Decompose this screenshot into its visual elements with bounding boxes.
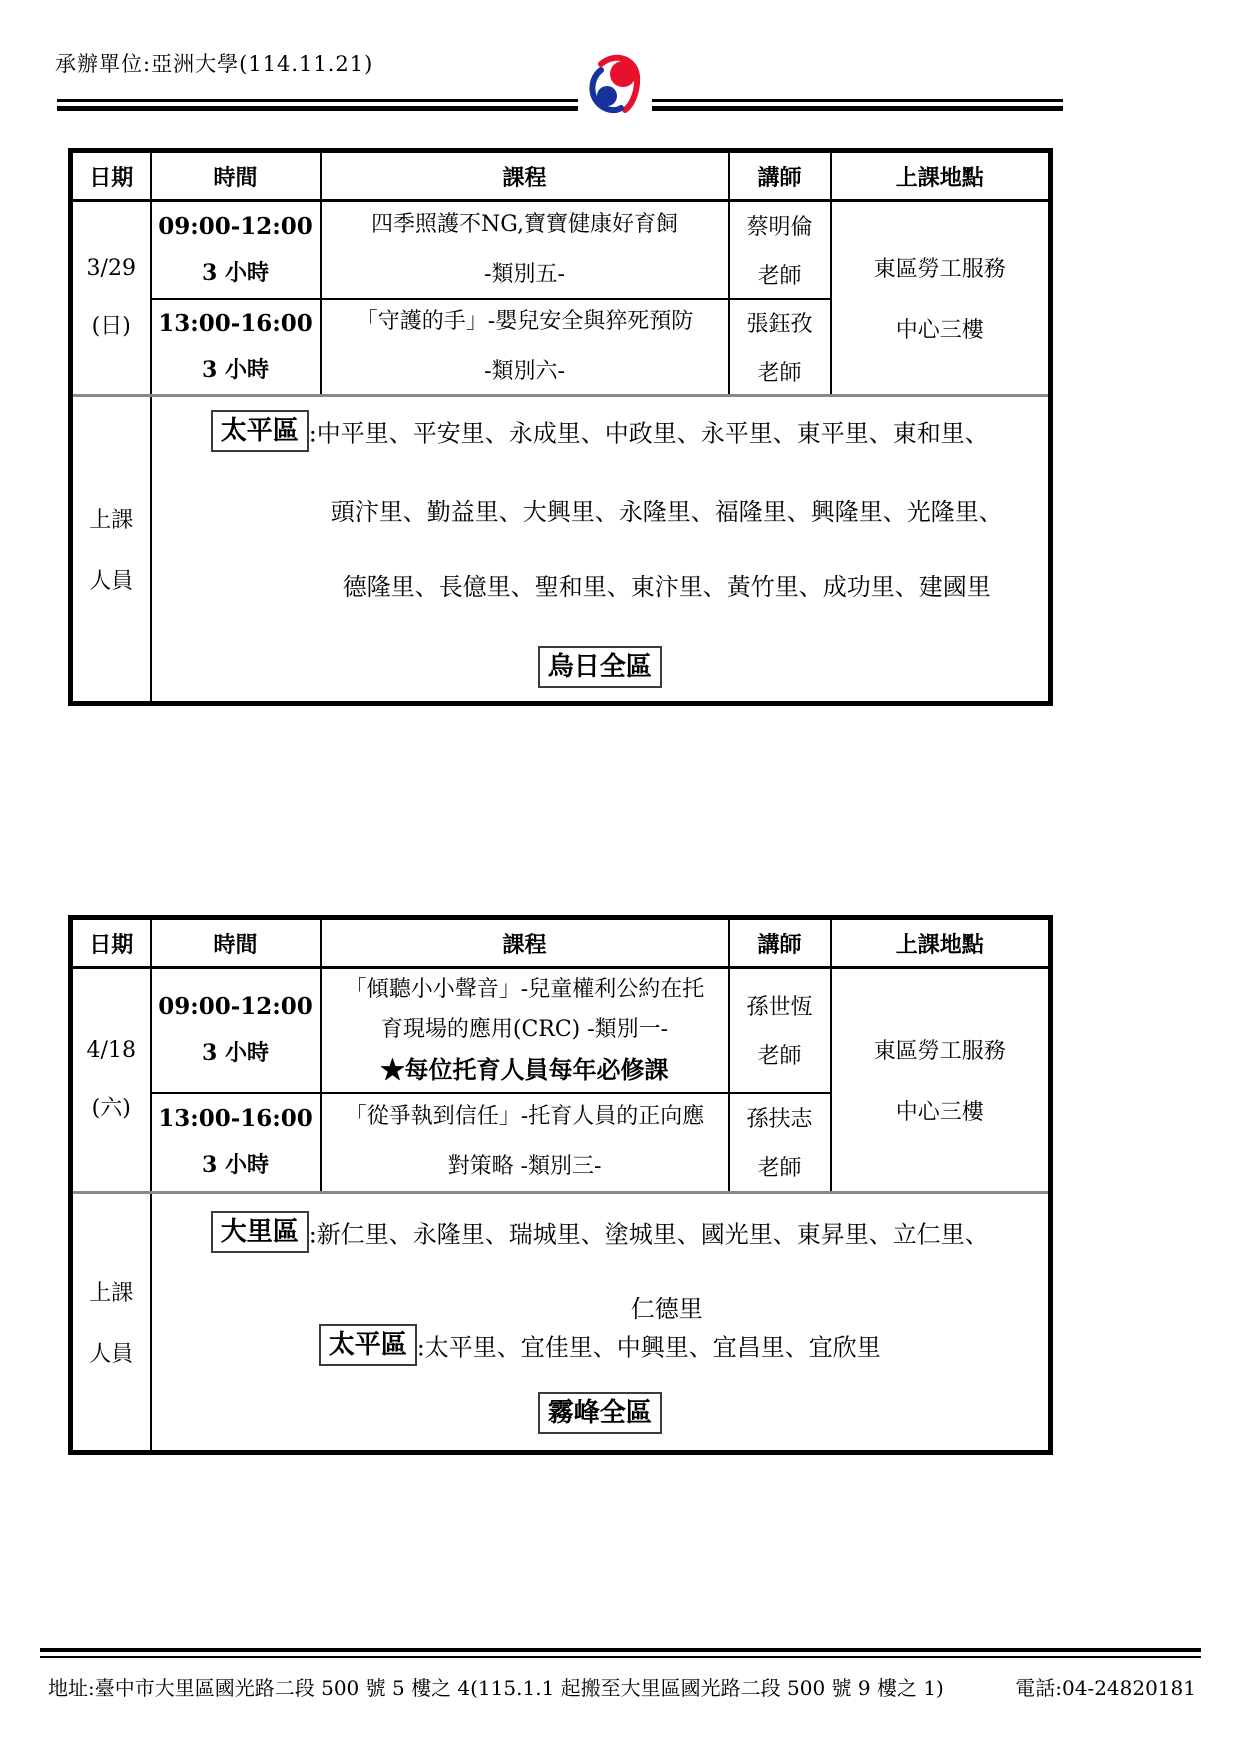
time-cell — [151, 201, 321, 299]
column-header-course: 課程 — [321, 918, 729, 968]
time-cell — [151, 299, 321, 396]
course-title: 四季照護不NG,寶寶健康好育飼 — [370, 211, 679, 237]
date-value: 4/18 — [86, 1038, 136, 1063]
venue-line-2: 中心三樓 — [895, 318, 984, 343]
course-title-cont: 育現場的應用(CRC) -類別一- — [380, 1017, 669, 1043]
course-category: -類別六- — [484, 358, 565, 384]
column-header-instructor: 講師 — [729, 918, 831, 968]
column-header-course: 課程 — [321, 151, 729, 201]
column-header-venue: 上課地點 — [831, 918, 1051, 968]
attendees-content-cell — [151, 1193, 1051, 1453]
attendees-label-line2: 人員 — [89, 569, 134, 594]
course-title: 「從爭執到信任」-托育人員的正向應 — [344, 1104, 705, 1130]
phone-text: 電話:04-24820181 — [1015, 1676, 1196, 1700]
attendees-content-cell — [151, 396, 1051, 704]
footer-divider — [40, 1648, 1201, 1658]
district-villages: 頭汴里、勤益里、大興里、永隆里、福隆里、興隆里、光隆里、 — [330, 498, 1003, 526]
date-cell — [71, 968, 151, 1193]
course-title: 「守護的手」-嬰兒安全與猝死預防 — [355, 308, 694, 334]
instructor-cell — [729, 1093, 831, 1193]
venue-line-1: 東區勞工服務 — [873, 257, 1006, 282]
duration: 3 小時 — [202, 259, 269, 286]
instructor-title: 老師 — [757, 1156, 802, 1182]
organization-logo — [578, 50, 652, 120]
district-line — [152, 1211, 1049, 1253]
date-cell — [71, 201, 151, 396]
course-row — [71, 201, 1051, 299]
venue-cell — [831, 968, 1051, 1193]
course-title: 「傾聽小小聲音」-兒童權利公約在托 — [344, 977, 705, 1003]
course-row — [71, 968, 1051, 1093]
instructor-cell — [729, 201, 831, 299]
district-line — [152, 410, 1049, 452]
course-category: -類別五- — [484, 261, 565, 287]
course-cell — [321, 968, 729, 1093]
column-header-time: 時間 — [151, 918, 321, 968]
venue-cell — [831, 201, 1051, 396]
district-badge: 烏日全區 — [538, 646, 662, 688]
attendees-label-line1: 上課 — [89, 508, 134, 533]
attendees-row — [71, 1193, 1051, 1453]
district-line — [152, 646, 1049, 688]
district-line — [152, 1324, 1049, 1366]
district-badge: 太平區 — [211, 410, 309, 452]
instructor-title: 老師 — [757, 263, 802, 289]
time-slot: 09:00-12:00 — [158, 993, 313, 1021]
duration: 3 小時 — [202, 356, 269, 383]
schedule-table-april — [68, 915, 1053, 1455]
district-villages: 仁德里 — [630, 1294, 703, 1323]
time-slot: 09:00-12:00 — [158, 212, 313, 240]
duration: 3 小時 — [202, 1040, 269, 1067]
column-header-time: 時間 — [151, 151, 321, 201]
instructor-cell — [729, 299, 831, 396]
weekday-value: (六) — [91, 1096, 131, 1121]
column-header-date: 日期 — [71, 918, 151, 968]
weekday-value: (日) — [91, 314, 131, 339]
attendees-label-line2: 人員 — [89, 1342, 134, 1367]
instructor-name: 蔡明倫 — [746, 214, 813, 240]
time-slot: 13:00-16:00 — [158, 309, 313, 337]
schedule-table-march — [68, 148, 1053, 706]
attendees-label-line1: 上課 — [89, 1281, 134, 1306]
district-villages: :中平里、平安里、永成里、中政里、永平里、東平里、東和里、 — [308, 419, 989, 448]
course-cell — [321, 299, 729, 396]
table-header-row — [71, 151, 1051, 201]
time-slot: 13:00-16:00 — [158, 1105, 313, 1133]
district-villages: :太平里、宜佳里、中興里、宜昌里、宜欣里 — [416, 1333, 881, 1361]
header-divider — [57, 99, 1063, 111]
table-header-row — [71, 918, 1051, 968]
course-cell — [321, 1093, 729, 1193]
duration: 3 小時 — [202, 1152, 269, 1179]
district-villages: 德隆里、長億里、聖和里、東汴里、黃竹里、成功里、建國里 — [342, 573, 991, 601]
district-villages: :新仁里、永隆里、瑞城里、塗城里、國光里、東昇里、立仁里、 — [308, 1220, 989, 1248]
instructor-title: 老師 — [757, 360, 802, 386]
address-text: 地址:臺中市大里區國光路二段 500 號 5 樓之 4(115.1.1 起搬至大里區國光路二段 500 號 9 樓之 1) — [48, 1676, 944, 1700]
date-value: 3/29 — [86, 256, 136, 281]
course-category: 對策略 -類別三- — [447, 1154, 602, 1180]
time-cell — [151, 968, 321, 1093]
instructor-cell — [729, 968, 831, 1093]
attendees-label-cell — [71, 396, 151, 704]
course-required-note: ★每位托育人員每年必修課 — [380, 1055, 669, 1085]
instructor-name: 張鈺孜 — [746, 311, 813, 337]
swirl-logo-icon — [584, 52, 646, 118]
time-cell — [151, 1093, 321, 1193]
district-badge: 太平區 — [319, 1324, 417, 1366]
district-badge: 霧峰全區 — [538, 1392, 662, 1434]
column-header-date: 日期 — [71, 151, 151, 201]
attendees-row — [71, 396, 1051, 704]
organizer-text: 承辦單位:亞洲大學(114.11.21) — [55, 52, 374, 76]
venue-line-2: 中心三樓 — [895, 1100, 984, 1125]
venue-line-1: 東區勞工服務 — [873, 1039, 1006, 1064]
column-header-instructor: 講師 — [729, 151, 831, 201]
column-header-venue: 上課地點 — [831, 151, 1051, 201]
attendees-label-cell — [71, 1193, 151, 1453]
course-cell — [321, 201, 729, 299]
instructor-name: 孫扶志 — [746, 1107, 813, 1133]
district-line — [152, 1392, 1049, 1434]
instructor-name: 孫世恆 — [746, 995, 813, 1021]
instructor-title: 老師 — [757, 1044, 802, 1070]
district-badge: 大里區 — [211, 1211, 309, 1253]
